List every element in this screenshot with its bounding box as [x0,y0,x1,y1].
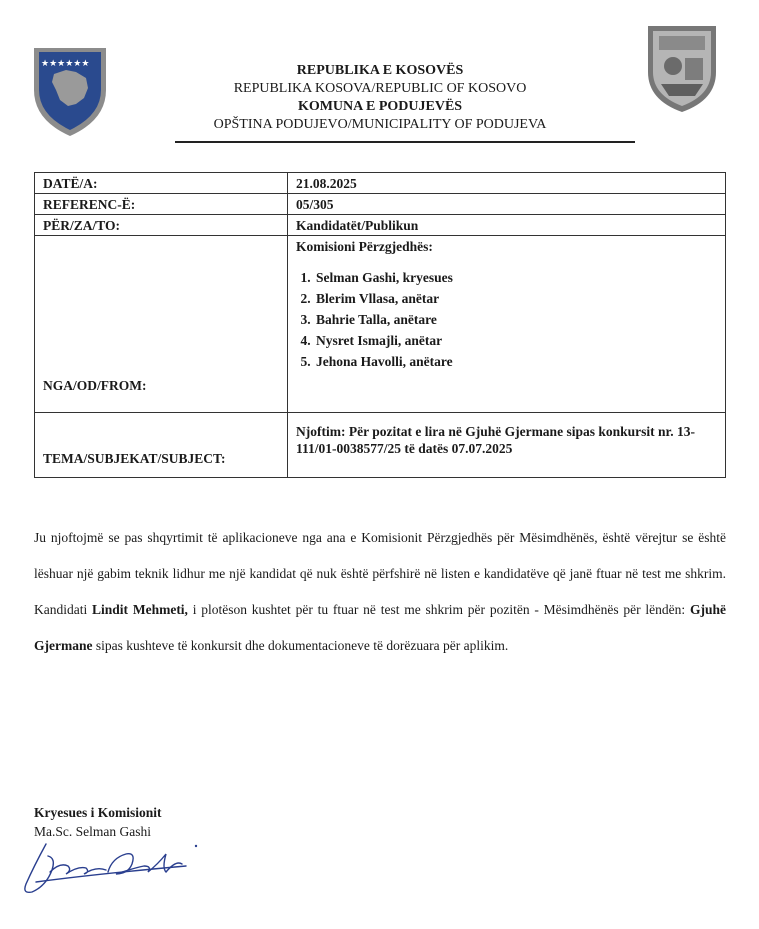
subject-label: TEMA/SUBJEKAT/SUBJECT: [35,413,288,478]
letter-body [34,520,726,664]
subject-language: Gjuhë Gjermane [465,424,564,439]
committee-member: 2. Blerim Vllasa, anëtar [314,290,717,307]
committee-member: 1. Selman Gashi, kryesues [314,269,717,286]
subject-value [288,413,726,478]
recipient-value: Kandidatët/Publikun [288,215,726,236]
date-label: DATË/A: [35,173,288,194]
signatory-name: Ma.Sc. Selman Gashi [34,824,151,839]
kosovo-coat-of-arms-icon [30,42,110,138]
body-paragraph-2 [34,592,726,664]
committee-member: 3. Bahrie Talla, anëtare [314,311,717,328]
reference-label: REFERENC-Ë: [35,194,288,215]
subject-language: Gjuhë Gjermane [34,602,726,653]
subject-row [35,413,726,478]
committee-member: 4. Nysret Ismajli, anëtar [314,332,717,349]
header-line-4: OPŠTINA PODUJEVO/MUNICIPALITY OF PODUJEVA [213,117,547,132]
document-meta-table [34,172,726,478]
svg-text:★★★★★★: ★★★★★★ [41,59,90,69]
date-value: 21.08.2025 [288,173,726,194]
podujeva-municipality-emblem-icon [645,22,719,114]
subject-competition-date: 07.07.2025 [451,441,513,456]
recipient-row [35,215,726,236]
subject-competition-number: nr. 13-111/01-0038577/25 [296,424,695,456]
sender-row [35,236,726,413]
subject-text: sipas konkursit [563,424,658,439]
signatory-title: Kryesues i Komisionit [34,805,162,820]
candidate-name: Lindit Mehmeti, [92,602,188,617]
body-text: Kandidati [34,602,93,617]
header-line-3: KOMUNA E PODUJEVËS [297,99,463,114]
subject-text: Për pozitat e lira në [345,424,466,439]
body-text: sipas kushteve të konkursit dhe dokumentacioneve të dorëzuara për aplikim. [92,638,509,653]
recipient-label: PËR/ZA/TO: [35,215,288,236]
sender-label: NGA/OD/FROM: [35,236,288,413]
header-line-2: REPUBLIKA KOSOVA/REPUBLIC OF KOSOVO [233,81,527,96]
subject-text: të datës [401,441,452,456]
committee-members-list [296,269,717,370]
date-row [35,173,726,194]
committee-member: 5. Jehona Havolli, anëtare [314,353,717,370]
reference-value: 05/305 [288,194,726,215]
body-paragraph-1: Ju njoftojmë se pas shqyrtimit të aplikacioneve nga ana e Komisionit Përzgjedhës për Mësimdhënës, është vërejtur se është lëshuar një gabim teknik lidhur me një kandidat që nuk është përfshirë në listen e kandidatëve që janë ftuar në test me shkrim. [34,530,726,581]
subject-notice-word: Njoftim: [296,424,346,439]
header-divider [175,141,635,143]
handwritten-signature [16,836,206,898]
reference-row [35,194,726,215]
sender-value [288,236,726,413]
header-line-1: REPUBLIKA E KOSOVËS [296,63,464,78]
body-text: i plotëson kushtet për tu ftuar në test me shkrim për pozitën - Mësimdhënës për lëndën: [187,602,690,617]
committee-title: Komisioni Përzgjedhës: [296,239,433,254]
document-header [110,62,650,134]
